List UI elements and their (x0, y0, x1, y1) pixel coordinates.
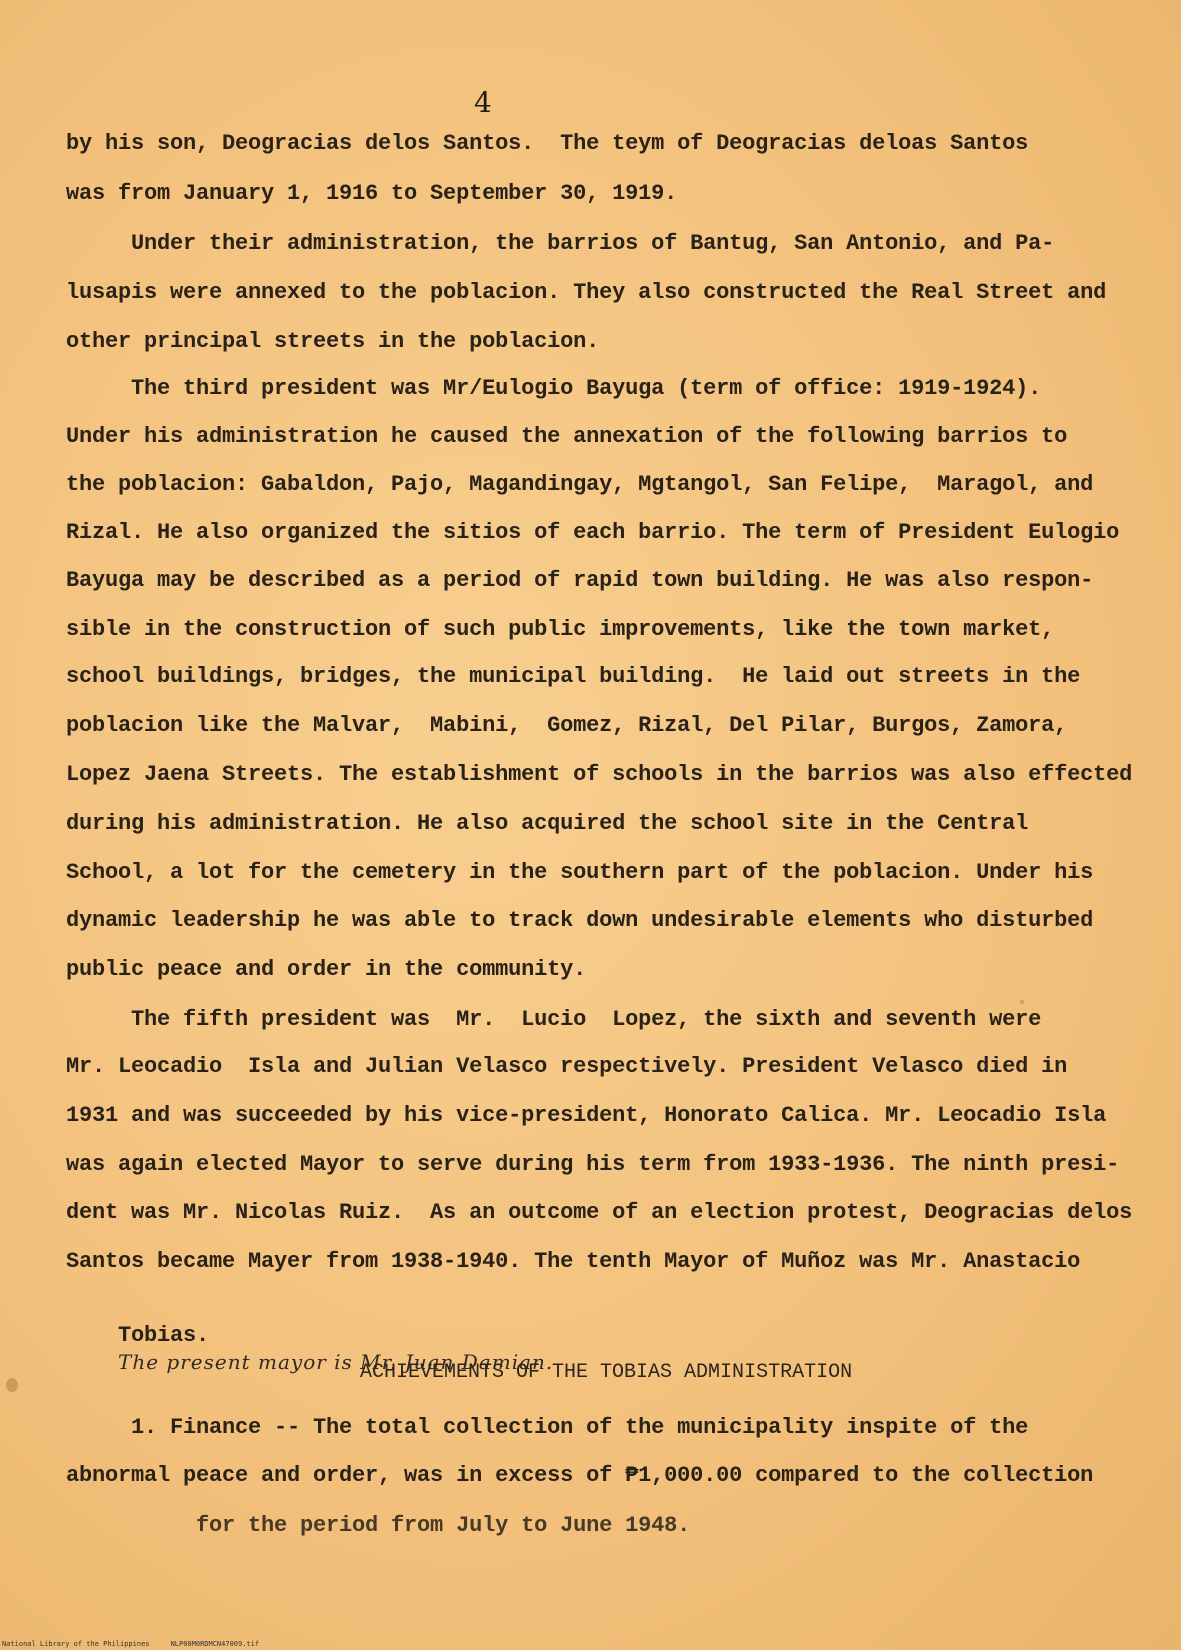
section-heading: ACHIEVEMENTS OF THE TOBIAS ADMINISTRATION (360, 1361, 853, 1384)
text-line-with-note (66, 1297, 553, 1403)
text-line: other principal streets in the poblacion. (66, 329, 600, 354)
text-line: Santos became Mayer from 1938-1940. The tenth Mayor of Muñoz was Mr. Anastacio (66, 1249, 1081, 1274)
finance-line: for the period from July to June 1948. (66, 1513, 691, 1538)
text-line: by his son, Deogracias delos Santos. The teym of Deogracias deloas Santos (66, 131, 1029, 156)
text-line: Under his administration he caused the annexation of the following barrios to (66, 424, 1068, 449)
page-number: 4 (474, 86, 492, 119)
text-line: 1931 and was succeeded by his vice-president, Honorato Calica. Mr. Leocadio Isla (66, 1103, 1107, 1128)
text-line: dynamic leadership he was able to track down undesirable elements who disturbed (66, 908, 1094, 933)
text-line: school buildings, bridges, the municipal building. He laid out streets in the (66, 664, 1081, 689)
text-line: sible in the construction of such public improvements, like the town market, (66, 617, 1055, 642)
text-line: lusapis were annexed to the poblacion. They also constructed the Real Street and (66, 280, 1107, 305)
text-line: Rizal. He also organized the sitios of each barrio. The term of President Eulogio (66, 520, 1120, 545)
text-line: Bayuga may be described as a period of rapid town building. He was also respon- (66, 568, 1094, 593)
text-line: public peace and order in the community. (66, 957, 587, 982)
text-line: dent was Mr. Nicolas Ruiz. As an outcome of an election protest, Deogracias delos (66, 1200, 1133, 1225)
finance-line: abnormal peace and order, was in excess of ₱1,000.00 compared to the collection (66, 1463, 1094, 1488)
text-line: poblacion like the Malvar, Mabini, Gomez, Rizal, Del Pilar, Burgos, Zamora, (66, 713, 1068, 738)
text-line: during his administration. He also acquired the school site in the Central (66, 811, 1029, 836)
text-line: School, a lot for the cemetery in the southern part of the poblacion. Under his (66, 860, 1094, 885)
paper-stain (6, 1378, 18, 1392)
text-line: was again elected Mayor to serve during his term from 1933-1936. The ninth presi- (66, 1152, 1120, 1177)
text-line: Under their administration, the barrios of Bantug, San Antonio, and Pa- (66, 231, 1055, 256)
handwritten-annotation: The present mayor is Mr. Juan Damian. (118, 1350, 554, 1374)
typed-text: Tobias. (118, 1323, 210, 1348)
scan-caption: National Library of the Philippines NLP00M0RDMCN47009.tif (2, 1640, 260, 1648)
text-line: was from January 1, 1916 to September 30, 1919. (66, 181, 678, 206)
finance-line: 1. Finance -- The total collection of the municipality inspite of the (66, 1415, 1029, 1440)
text-line: the poblacion: Gabaldon, Pajo, Magandingay, Mgtangol, San Felipe, Maragol, and (66, 472, 1094, 497)
text-line: Lopez Jaena Streets. The establishment of schools in the barrios was also effected (66, 762, 1133, 787)
text-line: Mr. Leocadio Isla and Julian Velasco respectively. President Velasco died in (66, 1054, 1068, 1079)
text-line: The fifth president was Mr. Lucio Lopez, the sixth and seventh were (66, 1007, 1042, 1032)
paper-speck (1020, 1000, 1024, 1004)
text-line: The third president was Mr/Eulogio Bayuga (term of office: 1919-1924). (66, 376, 1042, 401)
